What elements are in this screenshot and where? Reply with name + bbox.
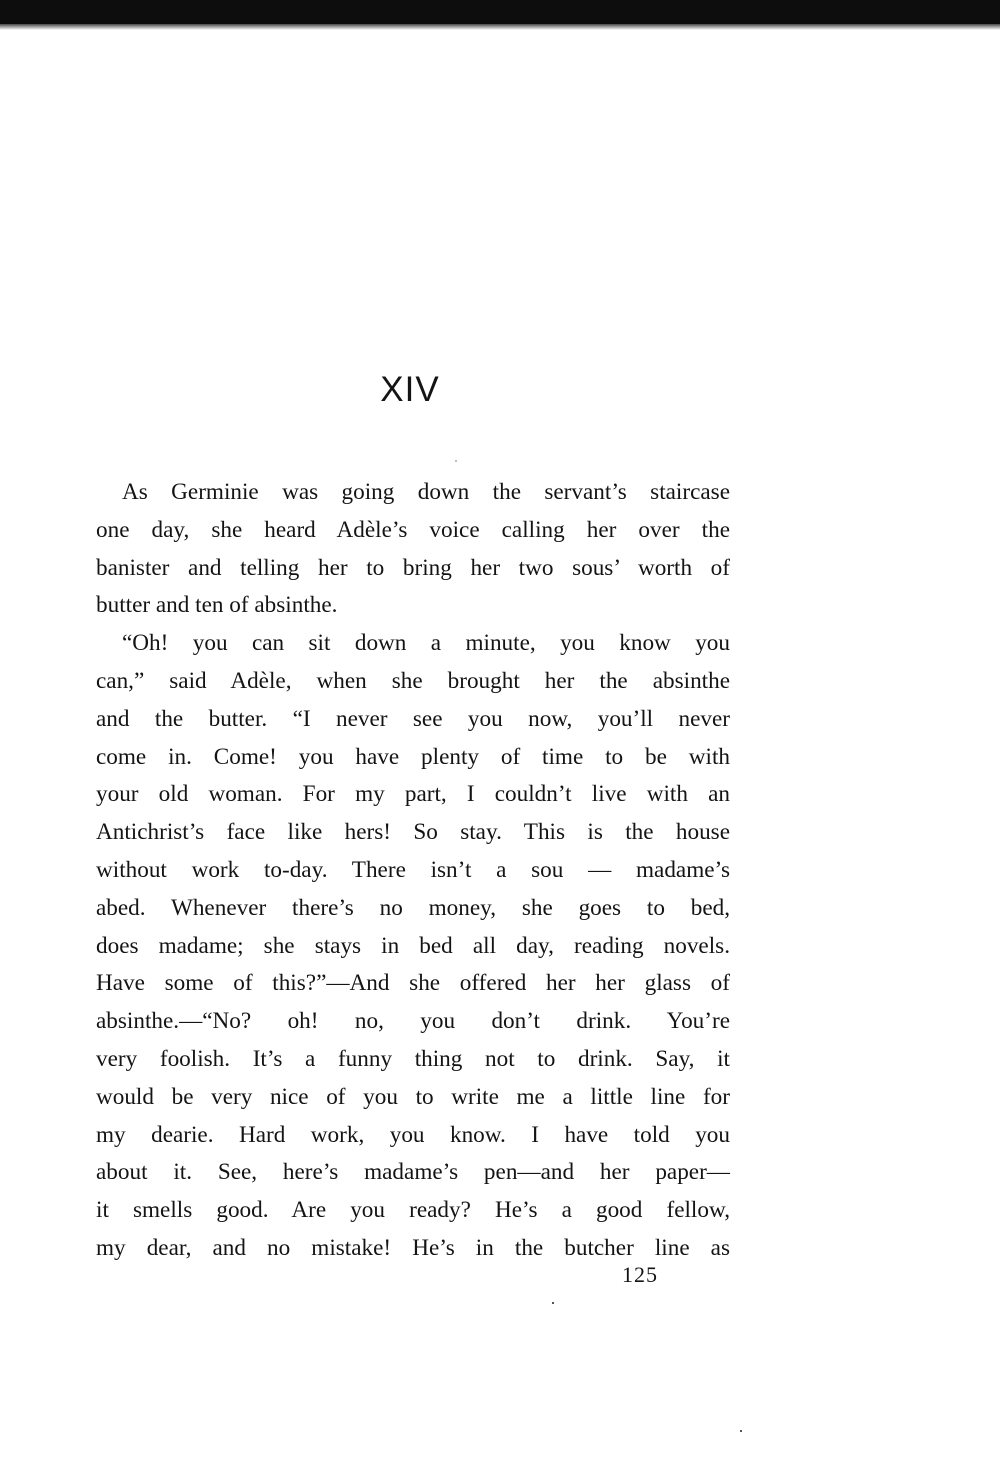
- body-text: [96, 474, 730, 1268]
- paragraph-1: [96, 474, 730, 625]
- scan-top-edge: [0, 0, 1000, 24]
- text-line: does madame; she stays in bed all day, reading novels.: [96, 932, 730, 959]
- scan-speck: [455, 460, 457, 462]
- text-line: banister and telling her to bring her two sous’ worth of: [96, 554, 730, 581]
- text-line: your old woman. For my part, I couldn’t live with an: [96, 781, 730, 808]
- text-line: would be very nice of you to write me a little line for: [96, 1083, 730, 1110]
- text-line: one day, she heard Adèle’s voice calling her over the: [96, 516, 730, 543]
- text-line: and the butter. “I never see you now, you’ll never: [96, 705, 730, 732]
- page-number: 125: [622, 1262, 658, 1287]
- scan-speck: [552, 1302, 554, 1304]
- text-line: Antichrist’s face like hers! So stay. This is the house: [96, 819, 730, 846]
- paragraph-2: [96, 625, 730, 1268]
- text-line: without work to-day. There isn’t a sou — madame’s: [96, 856, 730, 883]
- text-line: come in. Come! you have plenty of time to be with: [96, 743, 730, 770]
- chapter-title: XIV: [380, 370, 440, 409]
- text-line: very foolish. It’s a funny thing not to drink. Say, it: [96, 1045, 730, 1072]
- text-line: abed. Whenever there’s no money, she goes to bed,: [96, 894, 730, 921]
- text-line: my dearie. Hard work, you know. I have told you: [96, 1121, 730, 1148]
- text-line: about it. See, here’s madame’s pen—and her paper—: [96, 1159, 730, 1186]
- text-line: “Oh! you can sit down a minute, you know you: [122, 630, 730, 657]
- text-line: As Germinie was going down the servant’s staircase: [122, 479, 730, 505]
- text-line: butter and ten of absinthe.: [96, 592, 338, 619]
- text-line: can,” said Adèle, when she brought her the absinthe: [96, 667, 730, 694]
- text-line: absinthe.—“No? oh! no, you don’t drink. You’re: [96, 1008, 730, 1035]
- text-line: Have some of this?”—And she offered her her glass of: [96, 970, 730, 997]
- scan-top-edge-shadow: [0, 22, 1000, 30]
- scan-speck: [740, 1430, 742, 1432]
- text-line: my dear, and no mistake! He’s in the butcher line as: [96, 1234, 730, 1261]
- text-line: it smells good. Are you ready? He’s a good fellow,: [96, 1197, 730, 1224]
